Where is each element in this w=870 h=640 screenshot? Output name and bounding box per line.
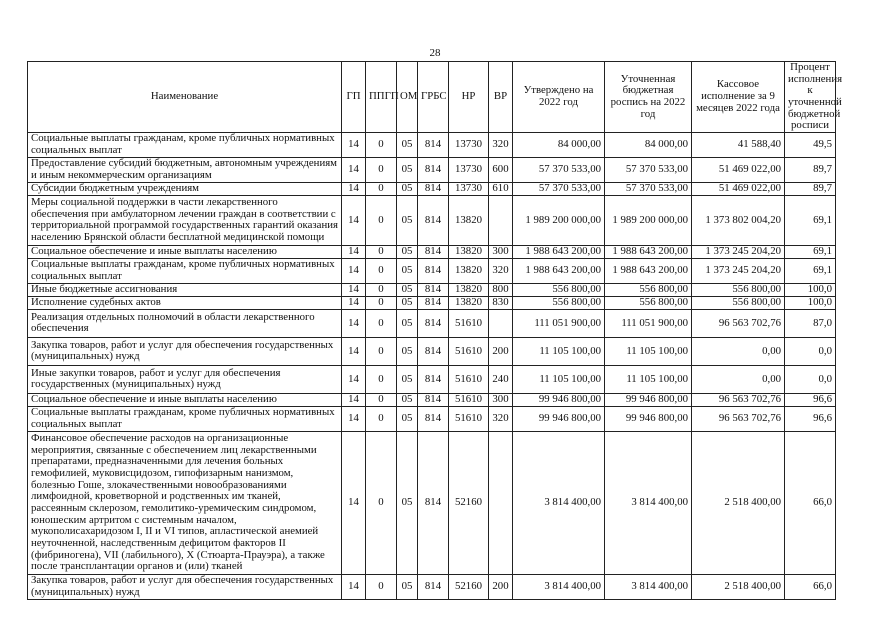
row-percent: 89,7 <box>785 182 836 195</box>
header-nr: НР <box>449 62 489 133</box>
row-ppgp: 0 <box>366 393 397 406</box>
row-nr: 13820 <box>449 245 489 258</box>
table-row <box>28 283 836 296</box>
row-grbs: 814 <box>418 132 449 157</box>
row-name: Исполнение судебных актов <box>28 296 342 309</box>
row-om: 05 <box>397 258 418 283</box>
row-nr: 52160 <box>449 574 489 599</box>
row-nr: 51610 <box>449 406 489 431</box>
row-om: 05 <box>397 157 418 182</box>
row-name: Закупка товаров, работ и услуг для обеспечения государственных (муниципальных) нужд <box>28 337 342 365</box>
row-vr: 320 <box>489 132 513 157</box>
row-ppgp: 0 <box>366 296 397 309</box>
header-grbs: ГРБС <box>418 62 449 133</box>
row-cash: 51 469 022,00 <box>692 157 785 182</box>
row-name: Социальное обеспечение и иные выплаты населению <box>28 245 342 258</box>
row-cash: 96 563 702,76 <box>692 309 785 337</box>
row-nr: 13820 <box>449 283 489 296</box>
row-gp: 14 <box>342 393 366 406</box>
row-percent: 69,1 <box>785 195 836 245</box>
row-vr: 200 <box>489 574 513 599</box>
row-grbs: 814 <box>418 337 449 365</box>
row-nr: 51610 <box>449 393 489 406</box>
row-ppgp: 0 <box>366 258 397 283</box>
row-gp: 14 <box>342 309 366 337</box>
row-approved: 3 814 400,00 <box>513 574 605 599</box>
row-grbs: 814 <box>418 574 449 599</box>
row-percent: 100,0 <box>785 283 836 296</box>
row-name: Финансовое обеспечение расходов на организационные мероприятия, связанные с обеспечением лиц лекарственными препаратами, предназначенными для лечения больных гемофилией, муковисцидозом, гипофизарным нанизмом, болезнью Гоше, злокачественными новообразованиями лимфоидной, кроветворной и родственных им тканей, рассеянным склерозом, гемолитико-уремическим синдромом, юношеским артритом с системным началом, мукополисахаридозом I, II и VI типов, апластической анемией неуточненной, наследственным дефицитом факторов II (фибриногена), VII (лабильного), X (Стюарта-Прауэра), а также после трансплантации органов и (или) тканей <box>28 431 342 574</box>
row-gp: 14 <box>342 132 366 157</box>
row-vr: 800 <box>489 283 513 296</box>
row-name: Иные бюджетные ассигнования <box>28 283 342 296</box>
row-grbs: 814 <box>418 245 449 258</box>
table-row <box>28 393 836 406</box>
row-ppgp: 0 <box>366 406 397 431</box>
row-percent: 0,0 <box>785 337 836 365</box>
row-gp: 14 <box>342 195 366 245</box>
page-number: 28 <box>429 47 441 59</box>
header-ppgp: ППГП <box>366 62 397 133</box>
header-om: ОМ <box>397 62 418 133</box>
row-refined: 11 105 100,00 <box>605 365 692 393</box>
row-refined: 11 105 100,00 <box>605 337 692 365</box>
row-cash: 96 563 702,76 <box>692 393 785 406</box>
header-gp: ГП <box>342 62 366 133</box>
row-gp: 14 <box>342 157 366 182</box>
row-grbs: 814 <box>418 258 449 283</box>
row-approved: 57 370 533,00 <box>513 182 605 195</box>
table-row <box>28 132 836 157</box>
row-om: 05 <box>397 406 418 431</box>
row-nr: 13820 <box>449 195 489 245</box>
table-row <box>28 195 836 245</box>
row-ppgp: 0 <box>366 245 397 258</box>
row-grbs: 814 <box>418 182 449 195</box>
row-grbs: 814 <box>418 296 449 309</box>
row-approved: 11 105 100,00 <box>513 337 605 365</box>
row-ppgp: 0 <box>366 283 397 296</box>
table-row <box>28 365 836 393</box>
row-grbs: 814 <box>418 406 449 431</box>
row-refined: 556 800,00 <box>605 283 692 296</box>
row-percent: 0,0 <box>785 365 836 393</box>
row-om: 05 <box>397 574 418 599</box>
row-refined: 99 946 800,00 <box>605 393 692 406</box>
row-refined: 57 370 533,00 <box>605 182 692 195</box>
row-percent: 87,0 <box>785 309 836 337</box>
row-refined: 57 370 533,00 <box>605 157 692 182</box>
row-grbs: 814 <box>418 309 449 337</box>
row-grbs: 814 <box>418 365 449 393</box>
row-grbs: 814 <box>418 195 449 245</box>
header-refined: Уточненная бюджетная роспись на 2022 год <box>605 62 692 133</box>
row-vr <box>489 431 513 574</box>
row-om: 05 <box>397 393 418 406</box>
table-row <box>28 296 836 309</box>
row-cash: 51 469 022,00 <box>692 182 785 195</box>
row-ppgp: 0 <box>366 431 397 574</box>
row-refined: 84 000,00 <box>605 132 692 157</box>
header-row <box>28 62 836 133</box>
row-percent: 66,0 <box>785 574 836 599</box>
table-row <box>28 258 836 283</box>
row-cash: 0,00 <box>692 337 785 365</box>
row-gp: 14 <box>342 337 366 365</box>
row-percent: 100,0 <box>785 296 836 309</box>
row-gp: 14 <box>342 283 366 296</box>
row-ppgp: 0 <box>366 132 397 157</box>
row-grbs: 814 <box>418 157 449 182</box>
row-om: 05 <box>397 337 418 365</box>
row-om: 05 <box>397 132 418 157</box>
row-cash: 2 518 400,00 <box>692 574 785 599</box>
header-name: Наименование <box>28 62 342 133</box>
row-approved: 1 989 200 000,00 <box>513 195 605 245</box>
row-nr: 13730 <box>449 157 489 182</box>
row-cash: 2 518 400,00 <box>692 431 785 574</box>
row-nr: 13820 <box>449 258 489 283</box>
row-cash: 1 373 245 204,20 <box>692 245 785 258</box>
row-refined: 1 988 643 200,00 <box>605 245 692 258</box>
row-om: 05 <box>397 245 418 258</box>
row-percent: 66,0 <box>785 431 836 574</box>
row-ppgp: 0 <box>366 195 397 245</box>
row-approved: 57 370 533,00 <box>513 157 605 182</box>
row-gp: 14 <box>342 431 366 574</box>
row-name: Меры социальной поддержки в части лекарственного обеспечения при амбулаторном лечении граждан в соответствии с территориальной программой государственных гарантий оказания населению Брянской области бесплатной медицинской помощи <box>28 195 342 245</box>
row-percent: 96,6 <box>785 406 836 431</box>
row-percent: 69,1 <box>785 258 836 283</box>
row-refined: 1 988 643 200,00 <box>605 258 692 283</box>
row-vr: 610 <box>489 182 513 195</box>
table-row <box>28 157 836 182</box>
row-om: 05 <box>397 182 418 195</box>
row-nr: 13730 <box>449 132 489 157</box>
row-name: Социальные выплаты гражданам, кроме публичных нормативных социальных выплат <box>28 406 342 431</box>
row-vr: 320 <box>489 406 513 431</box>
table-row <box>28 309 836 337</box>
row-om: 05 <box>397 309 418 337</box>
row-refined: 99 946 800,00 <box>605 406 692 431</box>
row-nr: 51610 <box>449 337 489 365</box>
row-cash: 1 373 802 004,20 <box>692 195 785 245</box>
row-vr: 200 <box>489 337 513 365</box>
table-row <box>28 574 836 599</box>
row-approved: 99 946 800,00 <box>513 406 605 431</box>
row-percent: 49,5 <box>785 132 836 157</box>
row-cash: 0,00 <box>692 365 785 393</box>
row-gp: 14 <box>342 296 366 309</box>
row-gp: 14 <box>342 182 366 195</box>
row-name: Закупка товаров, работ и услуг для обеспечения государственных (муниципальных) нужд <box>28 574 342 599</box>
row-vr: 600 <box>489 157 513 182</box>
row-vr: 300 <box>489 393 513 406</box>
row-approved: 1 988 643 200,00 <box>513 258 605 283</box>
row-ppgp: 0 <box>366 574 397 599</box>
row-vr <box>489 195 513 245</box>
row-cash: 1 373 245 204,20 <box>692 258 785 283</box>
row-ppgp: 0 <box>366 365 397 393</box>
header-cash: Кассовое исполнение за 9 месяцев 2022 года <box>692 62 785 133</box>
row-name: Субсидии бюджетным учреждениям <box>28 182 342 195</box>
row-name: Реализация отдельных полномочий в области лекарственного обеспечения <box>28 309 342 337</box>
row-name: Социальные выплаты гражданам, кроме публичных нормативных социальных выплат <box>28 258 342 283</box>
row-approved: 1 988 643 200,00 <box>513 245 605 258</box>
row-percent: 96,6 <box>785 393 836 406</box>
row-vr: 830 <box>489 296 513 309</box>
row-refined: 111 051 900,00 <box>605 309 692 337</box>
row-ppgp: 0 <box>366 182 397 195</box>
row-grbs: 814 <box>418 283 449 296</box>
row-approved: 556 800,00 <box>513 296 605 309</box>
row-approved: 556 800,00 <box>513 283 605 296</box>
row-grbs: 814 <box>418 431 449 574</box>
header-percent: Процент исполнения к уточненной бюджетной росписи <box>785 62 836 133</box>
row-name: Предоставление субсидий бюджетным, автономным учреждениям и иным некоммерческим организациям <box>28 157 342 182</box>
row-grbs: 814 <box>418 393 449 406</box>
row-refined: 3 814 400,00 <box>605 574 692 599</box>
header-vr: ВР <box>489 62 513 133</box>
row-om: 05 <box>397 296 418 309</box>
row-ppgp: 0 <box>366 309 397 337</box>
row-name: Социальное обеспечение и иные выплаты населению <box>28 393 342 406</box>
row-vr: 240 <box>489 365 513 393</box>
header-approved: Утверждено на 2022 год <box>513 62 605 133</box>
row-approved: 11 105 100,00 <box>513 365 605 393</box>
budget-table <box>27 61 843 600</box>
row-gp: 14 <box>342 574 366 599</box>
row-approved: 84 000,00 <box>513 132 605 157</box>
table-row <box>28 431 836 574</box>
row-om: 05 <box>397 365 418 393</box>
row-nr: 13820 <box>449 296 489 309</box>
row-nr: 51610 <box>449 365 489 393</box>
row-cash: 556 800,00 <box>692 283 785 296</box>
row-name: Социальные выплаты гражданам, кроме публичных нормативных социальных выплат <box>28 132 342 157</box>
table-row <box>28 406 836 431</box>
row-vr: 320 <box>489 258 513 283</box>
row-name: Иные закупки товаров, работ и услуг для обеспечения государственных (муниципальных) нужд <box>28 365 342 393</box>
row-percent: 69,1 <box>785 245 836 258</box>
table-row <box>28 245 836 258</box>
row-nr: 13730 <box>449 182 489 195</box>
row-om: 05 <box>397 283 418 296</box>
row-gp: 14 <box>342 406 366 431</box>
row-cash: 41 588,40 <box>692 132 785 157</box>
row-vr: 300 <box>489 245 513 258</box>
row-refined: 556 800,00 <box>605 296 692 309</box>
row-approved: 3 814 400,00 <box>513 431 605 574</box>
table-row <box>28 182 836 195</box>
row-nr: 51610 <box>449 309 489 337</box>
row-percent: 89,7 <box>785 157 836 182</box>
row-gp: 14 <box>342 365 366 393</box>
row-cash: 556 800,00 <box>692 296 785 309</box>
row-gp: 14 <box>342 245 366 258</box>
row-cash: 96 563 702,76 <box>692 406 785 431</box>
row-om: 05 <box>397 431 418 574</box>
row-refined: 3 814 400,00 <box>605 431 692 574</box>
row-approved: 111 051 900,00 <box>513 309 605 337</box>
row-om: 05 <box>397 195 418 245</box>
row-nr: 52160 <box>449 431 489 574</box>
table-row <box>28 337 836 365</box>
row-ppgp: 0 <box>366 337 397 365</box>
row-gp: 14 <box>342 258 366 283</box>
row-refined: 1 989 200 000,00 <box>605 195 692 245</box>
row-approved: 99 946 800,00 <box>513 393 605 406</box>
row-ppgp: 0 <box>366 157 397 182</box>
row-vr <box>489 309 513 337</box>
